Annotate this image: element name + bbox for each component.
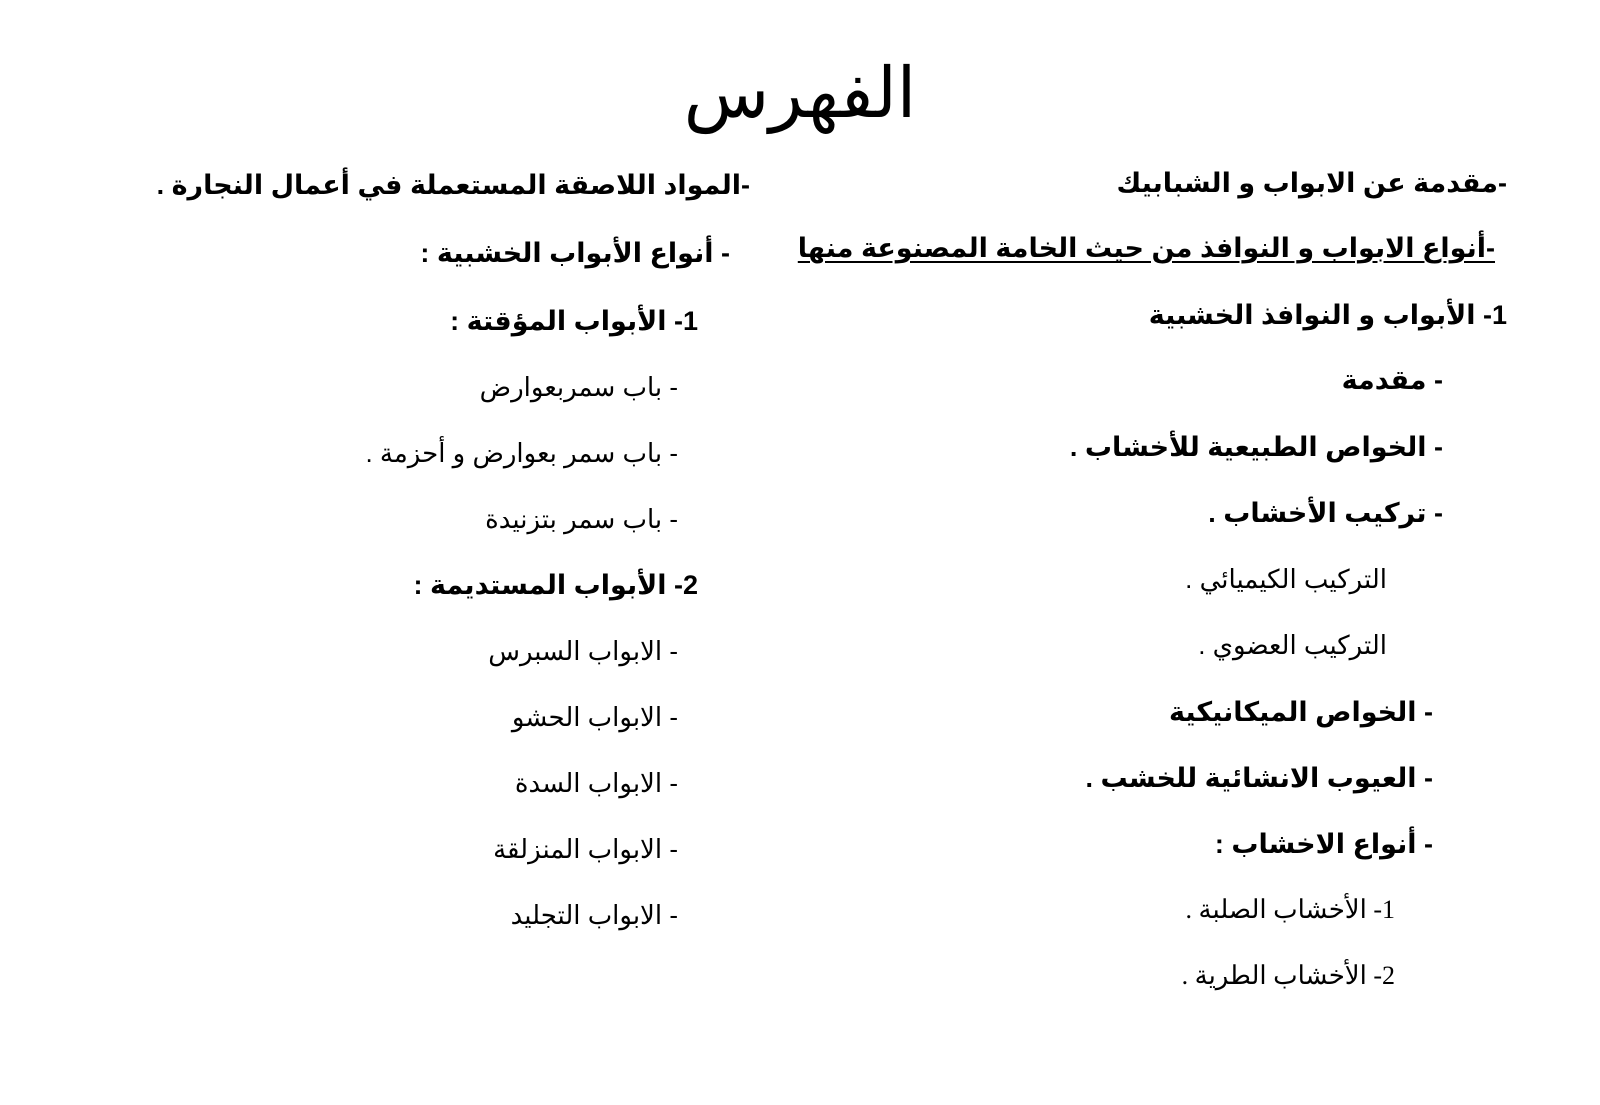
toc-entry-door-battens-braces: - باب سمر بعوارض و أحزمة . xyxy=(365,438,678,468)
toc-entry-panel-doors: - الابواب الحشو xyxy=(511,702,678,732)
toc-entry-wooden-doors-windows: 1- الأبواب و النوافذ الخشبية xyxy=(1148,300,1507,330)
toc-entry-sliding-doors: - الابواب المنزلقة xyxy=(493,834,678,864)
toc-entry-temporary-doors: 1- الأبواب المؤقتة : xyxy=(450,306,698,336)
toc-entry-natural-properties: - الخواص الطبيعية للأخشاب . xyxy=(1069,432,1443,462)
toc-entry-chemical-composition: التركيب الكيميائي . xyxy=(1185,564,1387,594)
toc-entry-types-by-material: -أنواع الابواب و النوافذ من حيث الخامة المصنوعة منها xyxy=(797,233,1495,263)
toc-entry-flush-doors: - الابواب السدة xyxy=(514,768,678,798)
toc-entry-softwoods: 2- الأخشاب الطرية . xyxy=(1181,961,1395,990)
toc-entry-wood-composition: - تركيب الأخشاب . xyxy=(1208,498,1443,528)
toc-entry-mechanical-properties: - الخواص الميكانيكية xyxy=(1169,697,1433,727)
toc-entry-door-ledged: - باب سمر بتزنيدة xyxy=(485,504,678,534)
toc-entry-sibras-doors: - الابواب السبرس xyxy=(488,636,678,666)
toc-entry-wooden-door-types: - أنواع الأبواب الخشبية : xyxy=(420,238,730,268)
toc-entry-structural-defects: - العيوب الانشائية للخشب . xyxy=(1085,763,1433,793)
page-title: الفهرس xyxy=(683,52,917,134)
toc-entry-intro-doors-windows: -مقدمة عن الابواب و الشبابيك xyxy=(1116,168,1507,198)
toc-entry-hardwoods: 1- الأخشاب الصلبة . xyxy=(1185,895,1395,924)
toc-entry-wood-types: - أنواع الاخشاب : xyxy=(1214,829,1433,859)
toc-entry-adhesives: -المواد اللاصقة المستعملة في أعمال النجارة . xyxy=(156,170,750,200)
toc-entry-introduction: - مقدمة xyxy=(1341,365,1443,395)
toc-entry-cladding-doors: - الابواب التجليد xyxy=(510,900,678,930)
toc-entry-door-nailed-battens: - باب سمربعوارض xyxy=(479,372,678,402)
toc-entry-permanent-doors: 2- الأبواب المستديمة : xyxy=(413,570,698,600)
toc-entry-organic-composition: التركيب العضوي . xyxy=(1198,630,1387,660)
